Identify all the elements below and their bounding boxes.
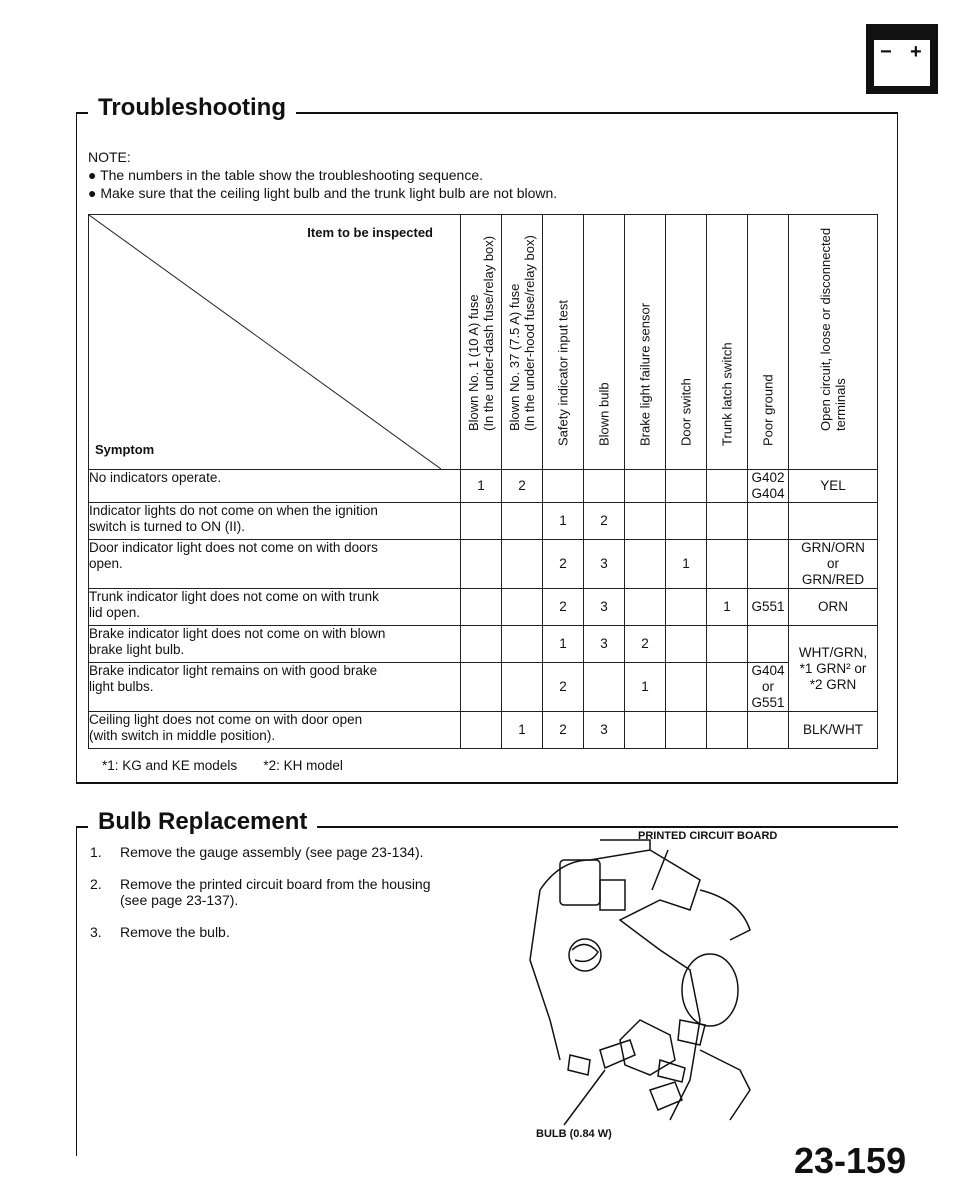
column-header: Door switch [666, 215, 707, 470]
note-item: ● Make sure that the ceiling light bulb and the trunk light bulb are not blown. [88, 185, 558, 201]
page-number: 23-159 [794, 1140, 907, 1181]
sequence-cell [461, 589, 502, 626]
sequence-cell: GRN/ORN or GRN/RED [789, 540, 878, 589]
pcb-bulb-illustration [500, 820, 890, 1140]
symptom-cell: Door indicator light does not come on with doors open. [89, 540, 461, 589]
table-row [89, 589, 878, 626]
pcb-label: PRINTED CIRCUIT BOARD [638, 830, 778, 842]
sequence-cell [625, 589, 666, 626]
sequence-cell [707, 470, 748, 503]
sequence-cell [666, 470, 707, 503]
sequence-cell [748, 540, 789, 589]
sequence-cell: 1 [707, 589, 748, 626]
sequence-cell [666, 589, 707, 626]
sequence-cell [625, 712, 666, 749]
sequence-cell: 1 [461, 470, 502, 503]
sequence-cell [707, 712, 748, 749]
sequence-cell [461, 712, 502, 749]
sequence-cell: 2 [543, 589, 584, 626]
column-header: Blown No. 1 (10 A) fuse (In the under-dash fuse/relay box) [461, 215, 502, 470]
sequence-cell [584, 470, 625, 503]
sequence-cell: BLK/WHT [789, 712, 878, 749]
bulb-label: BULB (0.84 W) [536, 1128, 612, 1140]
symptom-cell: Brake indicator light does not come on with blown brake light bulb. [89, 626, 461, 663]
footnote-1: *1: KG and KE models [102, 758, 238, 773]
sequence-cell [502, 589, 543, 626]
sequence-cell [625, 470, 666, 503]
sequence-cell [461, 663, 502, 712]
symptom-cell: Trunk indicator light does not come on with trunk lid open. [89, 589, 461, 626]
sequence-cell: 2 [543, 712, 584, 749]
symptom-cell: No indicators operate. [89, 470, 461, 503]
sequence-cell [584, 663, 625, 712]
table-row [89, 503, 878, 540]
sequence-cell: 2 [584, 503, 625, 540]
battery-plus-symbol: + [910, 41, 922, 63]
step-item: 1. Remove the gauge assembly (see page 23-134). [90, 844, 424, 860]
column-header: Blown No. 37 (7.5 A) fuse (In the under-hood fuse/relay box) [502, 215, 543, 470]
sequence-cell: 1 [502, 712, 543, 749]
sequence-cell [707, 503, 748, 540]
step-item: 2. Remove the printed circuit board from the housing (see page 23-137). [90, 876, 431, 908]
symptom-cell: Indicator lights do not come on when the ignition switch is turned to ON (II). [89, 503, 461, 540]
sequence-cell [666, 503, 707, 540]
sequence-cell [543, 470, 584, 503]
sequence-cell: 2 [625, 626, 666, 663]
symptom-cell: Brake indicator light remains on with good brake light bulbs. [89, 663, 461, 712]
sequence-cell: YEL [789, 470, 878, 503]
sequence-cell [707, 540, 748, 589]
sequence-cell [502, 540, 543, 589]
table-row [89, 712, 878, 749]
item-to-be-inspected-label: Item to be inspected [307, 225, 433, 240]
troubleshooting-table [88, 214, 878, 749]
footnote-2: *2: KH model [263, 758, 343, 773]
column-header: Open circuit, loose or disconnected terminals [789, 215, 878, 470]
sequence-cell: 1 [666, 540, 707, 589]
battery-icon [866, 24, 938, 94]
sequence-cell: 3 [584, 540, 625, 589]
sequence-cell [666, 663, 707, 712]
table-row [89, 470, 878, 503]
column-header: Safety indicator input test [543, 215, 584, 470]
column-header: Blown bulb [584, 215, 625, 470]
sequence-cell [502, 503, 543, 540]
sequence-cell [502, 663, 543, 712]
sequence-cell [707, 626, 748, 663]
troubleshooting-title: Troubleshooting [88, 94, 296, 122]
sequence-cell: G402 G404 [748, 470, 789, 503]
sequence-cell: 1 [543, 626, 584, 663]
sequence-cell [707, 663, 748, 712]
sequence-cell: 2 [502, 470, 543, 503]
sequence-cell [666, 712, 707, 749]
battery-minus-symbol: − [880, 41, 892, 63]
sequence-cell [789, 503, 878, 540]
sequence-cell: 1 [625, 663, 666, 712]
sequence-cell [748, 503, 789, 540]
sequence-cell: G551 [748, 589, 789, 626]
sequence-cell [461, 626, 502, 663]
column-header: Poor ground [748, 215, 789, 470]
column-header: Trunk latch switch [707, 215, 748, 470]
table-row [89, 626, 878, 663]
sequence-cell [461, 503, 502, 540]
notes-block [88, 148, 557, 202]
symptom-label: Symptom [95, 442, 155, 457]
sequence-cell: ORN [789, 589, 878, 626]
column-header: Brake light failure sensor [625, 215, 666, 470]
sequence-cell: 3 [584, 712, 625, 749]
sequence-cell [748, 712, 789, 749]
sequence-cell [502, 626, 543, 663]
sequence-cell [625, 503, 666, 540]
sequence-cell [748, 626, 789, 663]
sequence-cell: WHT/GRN, *1 GRN² or *2 GRN [789, 626, 878, 712]
sequence-cell: 2 [543, 663, 584, 712]
symptom-cell: Ceiling light does not come on with door open (with switch in middle position). [89, 712, 461, 749]
sequence-cell [461, 540, 502, 589]
sequence-cell: 3 [584, 626, 625, 663]
sequence-cell [625, 540, 666, 589]
sequence-cell: G404 or G551 [748, 663, 789, 712]
note-item: ● The numbers in the table show the troubleshooting sequence. [88, 167, 484, 183]
table-row [89, 540, 878, 589]
note-label: NOTE: [88, 149, 131, 165]
sequence-cell: 3 [584, 589, 625, 626]
sequence-cell [666, 626, 707, 663]
sequence-cell: 2 [543, 540, 584, 589]
step-item: 3. Remove the bulb. [90, 924, 230, 940]
table-corner-cell [89, 215, 461, 470]
bulb-steps [90, 844, 440, 956]
footnotes [102, 758, 343, 773]
sequence-cell: 1 [543, 503, 584, 540]
bulb-replacement-title: Bulb Replacement [88, 808, 317, 836]
table-row [89, 663, 878, 712]
